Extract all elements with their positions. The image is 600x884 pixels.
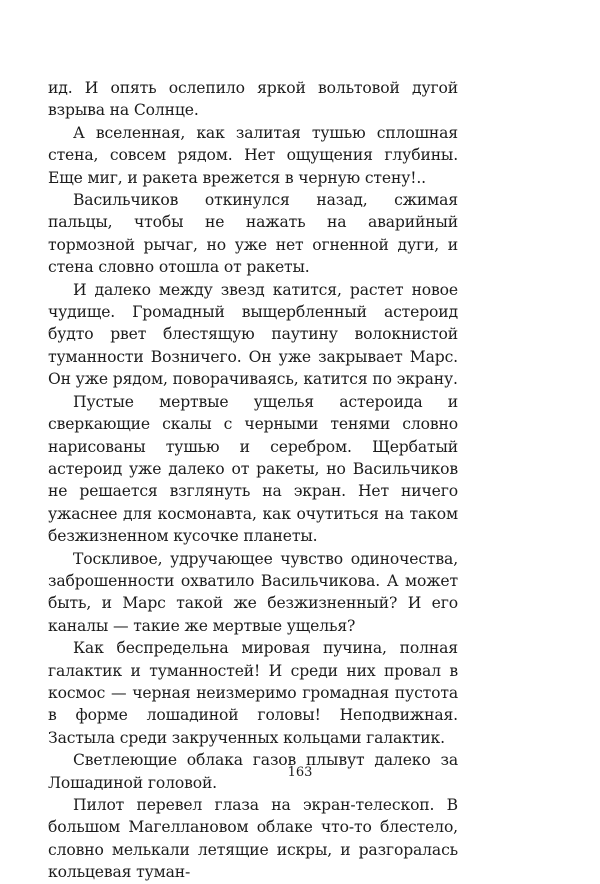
paragraph-5: Пустые мертвые ущелья астероида и сверкающие скалы с черными тенями словно нарисованы тушью и серебром. Щербатый астероид уже далеко от ракеты, но Васильчиков не решается взглянуть на экран. Нет ничего ужаснее для космонавта, как очутиться на таком безжизненном кусочке планеты.: [48, 392, 458, 546]
paragraph-4: И далеко между звезд катится, растет новое чудище. Громадный выщербленный астероид будто рвет блестящую паутину волокнистой туманности Возничего. Он уже закрывает Марс. Он уже рядом, поворачиваясь, катится по экрану.: [48, 280, 458, 389]
page-number: 163: [287, 765, 313, 780]
paragraph-1: ид. И опять ослепило яркой вольтовой дугой взрыва на Солнце.: [48, 79, 458, 120]
paragraph-3: Васильчиков откинулся назад, сжимая пальцы, чтобы не нажать на аварийный тормозной рычаг, но уже нет огненной дуги, и стена словно отошла от ракеты.: [48, 191, 458, 277]
paragraph-7: Как беспредельна мировая пучина, полная галактик и туманностей! И среди них провал в космос — черная неизмеримо громадная пустота в форме лошадиной головы! Неподвижная. Застыла среди закрученных кольцами галактик.: [48, 639, 458, 747]
paragraph-9: Пилот перевел глаза на экран-телескоп. В большом Магеллановом облаке что-то блестело, словно мелькали летящие искры, и разгоралась кольцевая туман-: [48, 796, 458, 882]
page-body-text: [48, 77, 458, 884]
paragraph-8: Светлеющие облака газов плывут далеко за Лошадиной головой.: [48, 751, 458, 792]
paragraph-2: А вселенная, как залитая тушью сплошная стена, совсем рядом. Нет ощущения глубины. Еще миг, и ракета врежется в черную стену!..: [48, 123, 458, 187]
paragraph-6: Тоскливое, удручающее чувство одиночества, заброшенности охватило Васильчикова. А может быть, и Марс такой же безжизненный? И его каналы — такие же мертвые ущелья?: [48, 549, 458, 635]
